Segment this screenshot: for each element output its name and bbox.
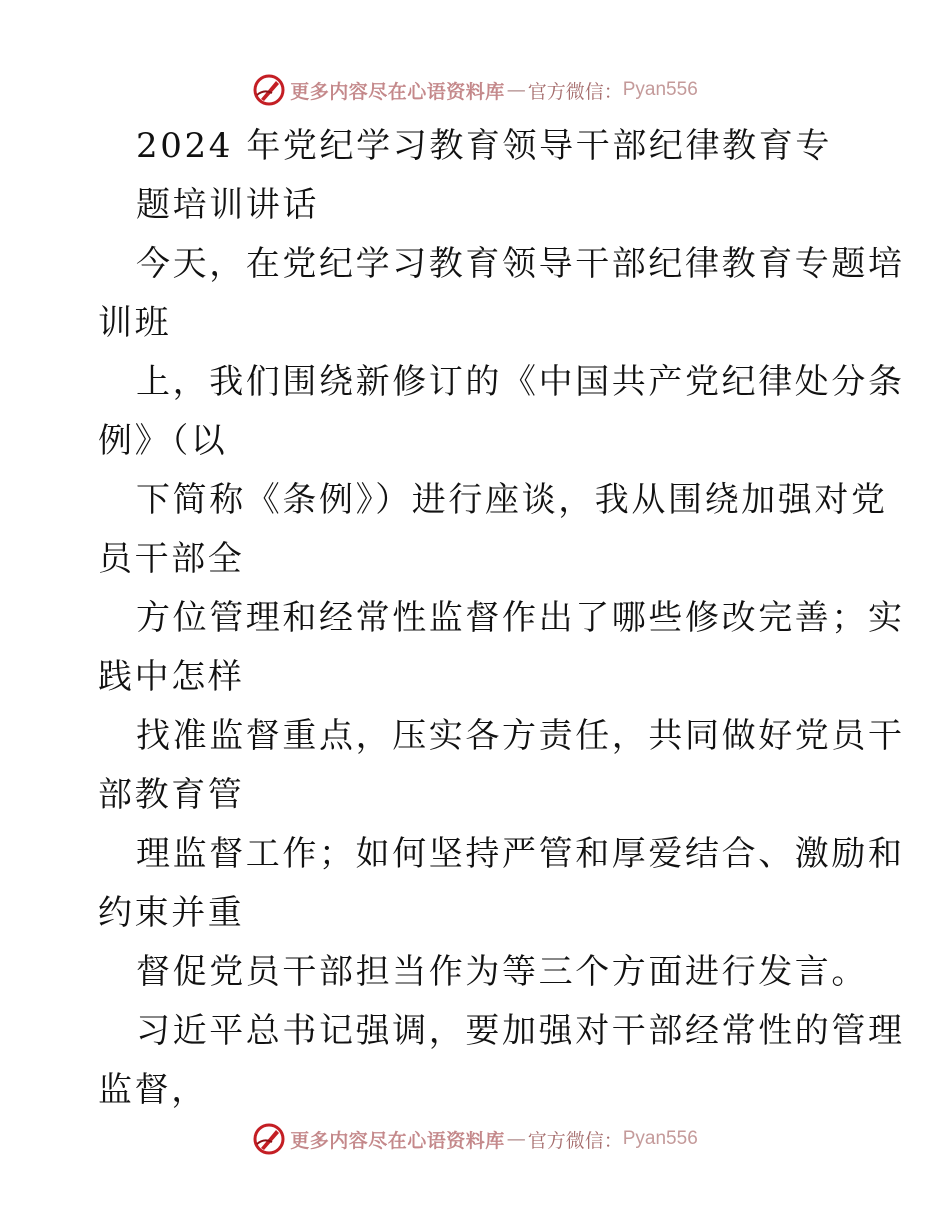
doc-line: 找准监督重点，压实各方责任，共同做好党员干 <box>136 716 905 756</box>
footer-watermark <box>0 1119 950 1159</box>
doc-line: 例》（以 <box>98 421 228 461</box>
watermark-wechat-id: Pyan556 <box>622 79 698 100</box>
doc-line: 督促党员干部担当作为等三个方面进行发言。 <box>136 952 868 992</box>
doc-line: 部教育管 <box>98 775 245 815</box>
watermark-dash: — <box>506 1128 526 1150</box>
watermark-official-label: 官方微信： <box>527 1129 623 1152</box>
doc-line: 员干部全 <box>98 539 245 579</box>
doc-line: 下简称《条例》）进行座谈，我从围绕加强对党 <box>136 480 888 520</box>
doc-line: 约束并重 <box>98 893 245 933</box>
doc-line: 上，我们围绕新修订的《中国共产党纪律处分条 <box>136 362 905 402</box>
doc-title-line-2: 题培训讲话 <box>136 185 319 225</box>
watermark-brand: 更多内容尽在心语资料库 <box>290 80 505 103</box>
quill-logo-icon <box>252 73 286 107</box>
header-watermark <box>0 70 950 110</box>
watermark-dash: — <box>506 79 526 101</box>
doc-line: 习近平总书记强调，要加强对干部经常性的管理 <box>136 1011 905 1051</box>
watermark-brand: 更多内容尽在心语资料库 <box>290 1129 505 1152</box>
quill-logo-icon <box>252 1122 286 1156</box>
watermark-official-label: 官方微信： <box>527 80 623 103</box>
doc-line: 监督， <box>98 1070 208 1110</box>
watermark-wechat-id: Pyan556 <box>622 1128 698 1149</box>
doc-line: 践中怎样 <box>98 657 245 697</box>
doc-line: 理监督工作；如何坚持严管和厚爱结合、激励和 <box>136 834 905 874</box>
doc-line: 方位管理和经常性监督作出了哪些修改完善；实 <box>136 598 905 638</box>
doc-line: 今天，在党纪学习教育领导干部纪律教育专题培 <box>136 244 905 284</box>
doc-line: 训班 <box>98 303 172 343</box>
doc-title-line-1: 2024 年党纪学习教育领导干部纪律教育专 <box>136 126 832 166</box>
